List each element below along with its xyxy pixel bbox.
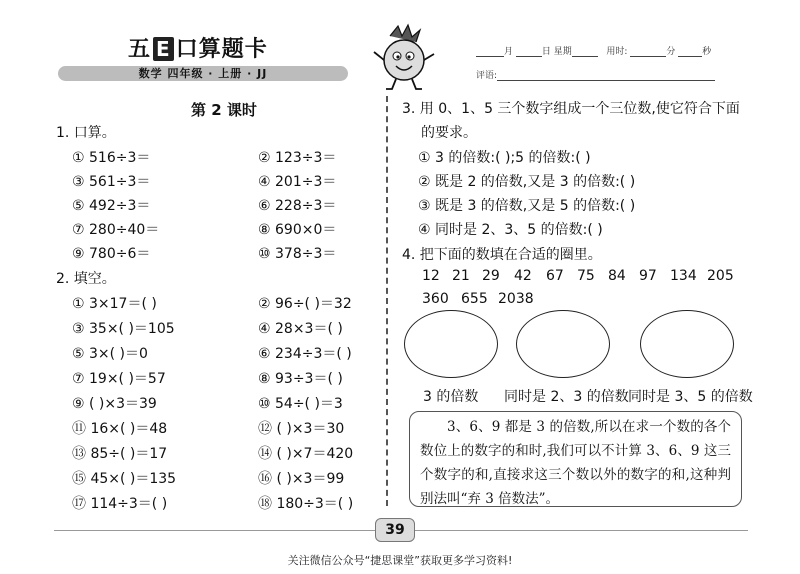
subject-band: 数学 四年级 · 上册 · JJ bbox=[58, 66, 348, 81]
q2-item: ⑪ 16×( )＝48 bbox=[72, 421, 168, 437]
q1-item: ⑩ 378÷3＝ bbox=[258, 246, 337, 262]
q1-item: ① 516÷3＝ bbox=[72, 150, 151, 166]
day-label: 日 bbox=[541, 47, 551, 57]
q4-title: 4. 把下面的数填在合适的圈里。 bbox=[402, 247, 602, 263]
q3-item-2: ② 既是 2 的倍数,又是 3 的倍数:( ) bbox=[418, 174, 636, 190]
number-chip: 75 bbox=[577, 268, 595, 284]
q2-item: ① 3×17＝( ) bbox=[72, 296, 157, 312]
column-divider bbox=[386, 96, 388, 506]
q2-item: ⑭ ( )×7＝420 bbox=[258, 446, 354, 462]
logo-e: E bbox=[153, 37, 174, 61]
answer-oval-2-3[interactable] bbox=[516, 310, 610, 378]
number-chip: 12 bbox=[422, 268, 440, 284]
q3-item-1a: ① 3 的倍数:( ) bbox=[418, 150, 511, 166]
lesson-title: 第 2 课时 bbox=[191, 101, 257, 119]
comment-line bbox=[476, 68, 715, 81]
number-chip: 29 bbox=[482, 268, 500, 284]
q3-line2: 的要求。 bbox=[421, 125, 477, 141]
q2-item: ⑦ 19×( )＝57 bbox=[72, 371, 166, 387]
mascot-icon bbox=[368, 22, 438, 92]
oval-label: 同时是 2、3 的倍数 bbox=[504, 389, 629, 405]
date-time-line bbox=[476, 44, 711, 57]
q2-item: ⑩ 54÷( )＝3 bbox=[258, 396, 343, 412]
q2-item: ⑤ 3×( )＝0 bbox=[72, 346, 148, 362]
q1-item: ⑧ 690×0＝ bbox=[258, 222, 337, 238]
q2-item: ⑮ 45×( )＝135 bbox=[72, 471, 177, 487]
q1-title: 1. 口算。 bbox=[56, 125, 116, 141]
number-chip: 360 bbox=[422, 291, 449, 307]
second-blank[interactable] bbox=[678, 48, 702, 57]
number-chip: 97 bbox=[639, 268, 657, 284]
month-label: 月 bbox=[504, 47, 514, 57]
minute-label: 分 bbox=[666, 47, 676, 57]
q1-item: ④ 201÷3＝ bbox=[258, 174, 337, 190]
q2-item: ④ 28×3＝( ) bbox=[258, 321, 343, 337]
answer-oval-3[interactable] bbox=[404, 310, 498, 378]
q2-item: ③ 35×( )＝105 bbox=[72, 321, 175, 337]
number-chip: 21 bbox=[452, 268, 470, 284]
oval-label: 3 的倍数 bbox=[423, 389, 479, 405]
q2-item: ⑯ ( )×3＝99 bbox=[258, 471, 345, 487]
q1-item: ⑦ 280÷40＝ bbox=[72, 222, 160, 238]
q3-item-1b: ;5 的倍数:( ) bbox=[510, 150, 591, 166]
number-chip: 84 bbox=[608, 268, 626, 284]
q2-item: ⑰ 114÷3＝( ) bbox=[72, 496, 168, 512]
q3-item-4: ④ 同时是 2、3、5 的倍数:( ) bbox=[418, 222, 603, 238]
q1-item: ② 123÷3＝ bbox=[258, 150, 337, 166]
q2-item: ⑨ ( )×3＝39 bbox=[72, 396, 157, 412]
number-chip: 205 bbox=[707, 268, 734, 284]
q2-title: 2. 填空。 bbox=[56, 271, 116, 287]
answer-oval-3-5[interactable] bbox=[640, 310, 734, 378]
q3-line1: 3. 用 0、1、5 三个数字组成一个三位数,使它符合下面 bbox=[402, 101, 740, 117]
q1-item: ⑤ 492÷3＝ bbox=[72, 198, 151, 214]
page-number: 39 bbox=[375, 518, 415, 542]
weekday-blank[interactable] bbox=[572, 48, 598, 57]
q2-item: ② 96÷( )＝32 bbox=[258, 296, 352, 312]
number-chip: 42 bbox=[514, 268, 532, 284]
number-chip: 655 bbox=[461, 291, 488, 307]
q2-item: ⑧ 93÷3＝( ) bbox=[258, 371, 343, 387]
footer-note: 关注微信公众号“捷思课堂”获取更多学习资料! bbox=[287, 554, 513, 567]
q3-item-1 bbox=[418, 147, 591, 167]
q2-item: ⑥ 234÷3＝( ) bbox=[258, 346, 352, 362]
minute-blank[interactable] bbox=[630, 48, 666, 57]
time-used-label: 用时: bbox=[606, 47, 628, 57]
number-chip: 67 bbox=[546, 268, 564, 284]
q3-item-3: ③ 既是 3 的倍数,又是 5 的倍数:( ) bbox=[418, 198, 636, 214]
tip-box: 3、6、9 都是 3 的倍数,所以在求一个数的各个数位上的数字的和时,我们可以不计算 3、6、9 这三个数字的和,直接求这三个数以外的数字的和,这种判别法叫“弃 3 倍数法”。 bbox=[409, 411, 742, 507]
brand-logo bbox=[128, 32, 268, 63]
logo-text-a: 五 bbox=[128, 37, 152, 62]
q2-item: ⑱ 180÷3＝( ) bbox=[258, 496, 354, 512]
q1-item: ③ 561÷3＝ bbox=[72, 174, 151, 190]
comment-blank[interactable] bbox=[497, 72, 715, 81]
second-label: 秒 bbox=[702, 47, 712, 57]
q2-item: ⑬ 85÷( )＝17 bbox=[72, 446, 168, 462]
month-blank[interactable] bbox=[476, 48, 504, 57]
logo-text-b: 口算题卡 bbox=[175, 37, 268, 62]
number-chip: 2038 bbox=[498, 291, 534, 307]
oval-label: 同时是 3、5 的倍数 bbox=[628, 389, 753, 405]
day-blank[interactable] bbox=[516, 48, 542, 57]
number-chip: 134 bbox=[670, 268, 697, 284]
q2-item: ⑫ ( )×3＝30 bbox=[258, 421, 345, 437]
comment-label: 评语: bbox=[476, 71, 498, 81]
q1-item: ⑨ 780÷6＝ bbox=[72, 246, 151, 262]
weekday-label: 星期 bbox=[553, 47, 572, 57]
q1-item: ⑥ 228÷3＝ bbox=[258, 198, 337, 214]
